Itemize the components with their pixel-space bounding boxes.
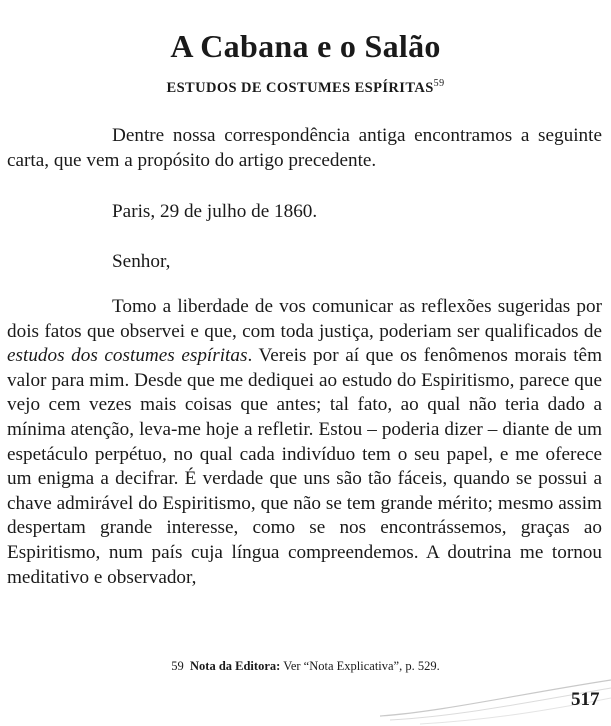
letter-italic-phrase: estudos dos costumes espíritas [7,345,248,367]
footnote-text: Ver “Nota Explicativa”, p. 529. [283,659,440,673]
letter-paragraph [7,295,602,590]
footnote-ref: 59 [433,78,445,89]
date-line [7,200,602,225]
footnote-label: Nota da Editora: [190,659,281,673]
subtitle-text: ESTUDOS DE COSTUMES ESPÍRITAS [166,80,434,96]
letter-text-part2: . Vereis por aí que os fenômenos morais têm valor para mim. Desde que me dediquei ao estudo do Espiritismo, parece que vejo cem vezes mais coisas que antes; tal fato, ao qual não teria dado a mínima atenção, leva-me hoje a refletir. Estou – poderia dizer – diante de um espetáculo perpétuo, no qual cada indivíduo tem o seu papel, e me oferece um enigma a decifrar. É verdade que uns são tão fáceis, quando se possui a chave admirável do Espiritismo, que não se tem grande mérito; mesmo assim despertam grande interesse, como se nos encontrássemos, graças ao Espiritismo, num país cuja língua compreendemos. A doutrina me tornou meditativo e observador, [7,345,602,588]
letter-text-part1: Tomo a liberdade de vos comunicar as reflexões sugeridas por dois fatos que observei e que, com toda justiça, poderiam ser qualificados de [7,296,602,342]
footnote-number: 59 [171,659,184,673]
intro-paragraph: Dentre nossa correspondência antiga encontramos a seguinte carta, que vem a propósito do artigo precedente. [7,125,602,171]
page-title: A Cabana e o Salão [170,28,441,64]
date-text: Paris, 29 de julho de 1860. [112,201,318,222]
salutation [7,250,602,275]
page-number: 517 [571,689,600,710]
page-subtitle [0,78,611,97]
salutation-text: Senhor, [112,251,171,272]
